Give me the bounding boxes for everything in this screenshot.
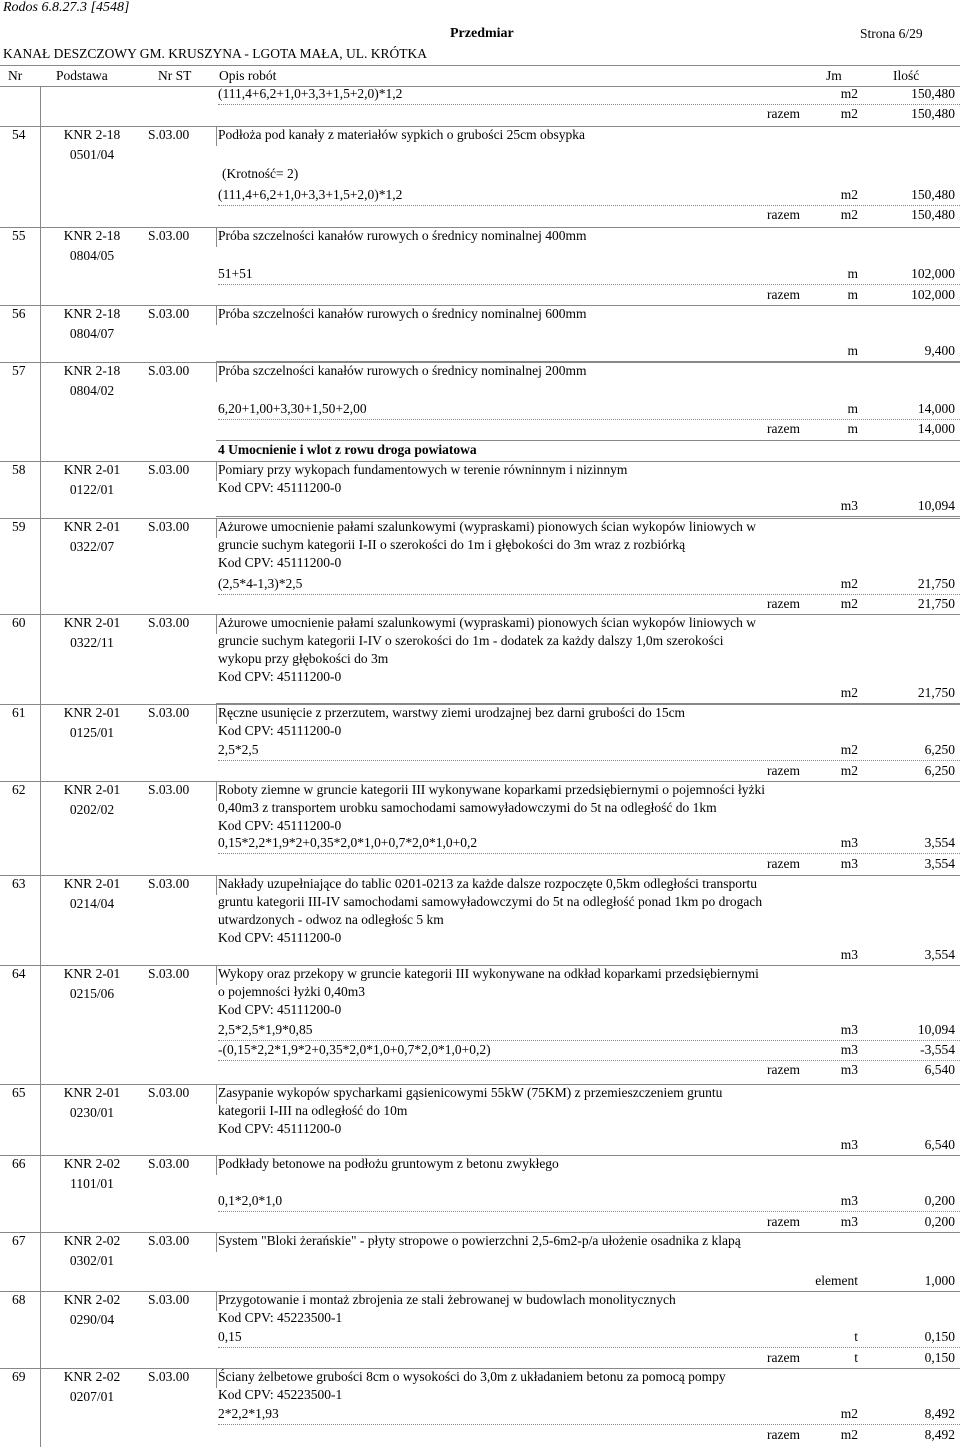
item-separator <box>0 1084 960 1085</box>
item-basis: KNR 2-18 <box>63 228 121 243</box>
total-unit: element <box>815 1273 858 1288</box>
column-divider <box>40 86 41 1447</box>
item-separator <box>0 1368 960 1369</box>
item-number: 61 <box>12 705 26 720</box>
item-basis: KNR 2-01 <box>63 966 121 981</box>
item-separator <box>0 1155 960 1156</box>
item-box-divider <box>216 965 217 985</box>
item-description: Ażurowe umocnienie pałami szalunkowymi (wypraskami) pionowych ścian wykopów liniowych w <box>218 519 757 534</box>
item-basis: 0322/07 <box>69 539 115 554</box>
item-number: 55 <box>12 228 26 243</box>
sum-label: razem <box>767 207 800 222</box>
item-basis: KNR 2-02 <box>63 1369 121 1384</box>
item-number: 69 <box>12 1369 26 1384</box>
item-description: Ręczne usunięcie z przerzutem, warstwy ziemi urodzajnej bez darni grubości do 15cm <box>218 705 686 720</box>
item-st-code: S.03.00 <box>148 363 190 378</box>
sum-value: 14,000 <box>917 421 955 436</box>
item-st-code: S.03.00 <box>148 306 190 321</box>
item-box-divider <box>216 614 217 634</box>
item-box-divider <box>216 704 217 724</box>
item-description: kategorii I-III na odległość do 10m <box>218 1103 408 1118</box>
item-basis: KNR 2-01 <box>63 705 121 720</box>
item-box-divider <box>216 305 217 325</box>
calc-unit: m2 <box>840 1406 858 1421</box>
item-st-code: S.03.00 <box>148 876 190 891</box>
calc-value: 8,492 <box>924 1406 955 1421</box>
calc-expression: (111,4+6,2+1,0+3,3+1,5+2,0)*1,2 <box>218 187 403 202</box>
item-description: Przygotowanie i montaż zbrojenia ze stali żebrowanej w budowlach monolitycznych <box>218 1292 676 1307</box>
item-basis: KNR 2-01 <box>63 1085 121 1100</box>
sum-value: 150,480 <box>911 207 955 222</box>
calc-expression: -(0,15*2,2*1,9*2+0,35*2,0*1,0+0,7*2,0*1,0+0,2) <box>218 1042 491 1057</box>
calc-value: 0,200 <box>924 1193 955 1208</box>
item-number: 62 <box>12 782 26 797</box>
item-separator <box>0 227 960 228</box>
calc-leader <box>218 104 960 105</box>
item-description: Pomiary przy wykopach fundamentowych w terenie równinnym i nizinnym <box>218 462 628 477</box>
item-basis: 1101/01 <box>70 1176 114 1191</box>
item-st-code: S.03.00 <box>148 1085 190 1100</box>
item-basis: KNR 2-18 <box>63 127 121 142</box>
item-box-divider <box>216 518 217 538</box>
calc-unit: m <box>847 401 858 416</box>
calc-expression: 51+51 <box>218 266 253 281</box>
calc-unit: m3 <box>840 1193 858 1208</box>
calc-unit: m3 <box>840 835 858 850</box>
item-description: gruntu kategorii III-IV samochodami samowyładowczymi do 5t na odległość ponad 1km po drogach <box>218 894 763 909</box>
sum-label: razem <box>767 763 800 778</box>
calc-value: 0,150 <box>924 1329 955 1344</box>
item-st-code: S.03.00 <box>148 782 190 797</box>
sum-label: razem <box>767 856 800 871</box>
item-basis: 0122/01 <box>69 482 115 497</box>
item-description: wykopu przy głębokości do 3m <box>218 651 389 666</box>
item-separator <box>0 704 960 705</box>
item-basis: 0302/01 <box>69 1253 115 1268</box>
item-basis: 0804/05 <box>69 248 115 263</box>
total-unit: m <box>847 343 858 358</box>
calc-leader <box>218 205 960 206</box>
item-box-divider <box>216 362 217 382</box>
item-basis: 0804/02 <box>69 383 115 398</box>
sum-unit: m3 <box>840 1062 858 1077</box>
item-description: 0,40m3 z transportem urobku samochodami samowyładowczymi do 5t na odległość do 1km <box>218 800 717 815</box>
item-description: Kod CPV: 45111200-0 <box>218 480 342 495</box>
calc-value: 102,000 <box>911 266 955 281</box>
calc-unit: m3 <box>840 1042 858 1057</box>
item-description: Kod CPV: 45111200-0 <box>218 930 342 945</box>
calc-value: 14,000 <box>917 401 955 416</box>
item-basis: KNR 2-18 <box>63 363 121 378</box>
item-description: Roboty ziemne w gruncie kategorii III wykonywane koparkami przedsiębiernymi o pojemności łyżki <box>218 782 765 797</box>
calc-unit: m2 <box>840 86 858 101</box>
sum-value: 102,000 <box>911 287 955 302</box>
item-st-code: S.03.00 <box>148 1156 190 1171</box>
item-description: System "Bloki żerańskie" - płyty stropowe o powierzchni 2,5-6m2-p/a ułożenie osadnika z klapą <box>218 1233 741 1248</box>
total-unit: m3 <box>840 1137 858 1152</box>
item-description: Kod CPV: 45111200-0 <box>218 818 342 833</box>
item-basis: 0804/07 <box>69 326 115 341</box>
sum-unit: m3 <box>840 856 858 871</box>
page-number: Strona 6/29 <box>860 26 923 41</box>
sum-value: 6,540 <box>924 1062 955 1077</box>
item-description: Kod CPV: 45111200-0 <box>218 555 342 570</box>
calc-leader <box>218 1347 960 1348</box>
calc-expression: 0,15*2,2*1,9*2+0,35*2,0*1,0+0,7*2,0*1,0+0,2 <box>218 835 478 850</box>
calc-leader <box>218 284 960 285</box>
calc-leader <box>218 853 960 854</box>
sum-unit: m <box>847 287 858 302</box>
document-title: Przedmiar <box>450 26 514 41</box>
item-basis: 0207/01 <box>69 1389 115 1404</box>
item-description: Kod CPV: 45223500-1 <box>218 1387 343 1402</box>
calc-leader <box>218 419 960 420</box>
item-separator <box>0 461 960 462</box>
item-description: Kod CPV: 45111200-0 <box>218 723 342 738</box>
item-basis: KNR 2-18 <box>63 306 121 321</box>
item-number: 68 <box>12 1292 26 1307</box>
sum-label: razem <box>767 1214 800 1229</box>
sum-unit: m2 <box>840 763 858 778</box>
calc-value: 10,094 <box>917 1022 955 1037</box>
calc-expression: 2*2,2*1,93 <box>218 1406 279 1421</box>
multiplier-note: (Krotność= 2) <box>222 166 299 181</box>
sum-label: razem <box>767 596 800 611</box>
header-rule <box>0 65 960 66</box>
item-separator <box>0 875 960 876</box>
item-st-code: S.03.00 <box>148 519 190 534</box>
app-version: Rodos 6.8.27.3 [4548] <box>3 0 130 15</box>
calc-value: 6,250 <box>924 742 955 757</box>
sum-label: razem <box>767 287 800 302</box>
calc-value: 150,480 <box>911 187 955 202</box>
sum-value: 0,150 <box>924 1350 955 1365</box>
sum-label: razem <box>767 421 800 436</box>
section-rule <box>216 440 960 441</box>
total-value: 10,094 <box>917 498 955 513</box>
sum-value: 6,250 <box>924 763 955 778</box>
item-st-code: S.03.00 <box>148 615 190 630</box>
item-basis: 0214/04 <box>69 896 115 911</box>
sum-label: razem <box>767 1427 800 1442</box>
sum-value: 8,492 <box>924 1427 955 1442</box>
item-description: gruncie suchym kategorii I-II o szerokości do 1m i głębokości do 3m wraz z rozbiórką <box>218 537 686 552</box>
item-description: utwardzonych - odwoz na odległośc 5 km <box>218 912 444 927</box>
calc-value: 150,480 <box>911 86 955 101</box>
calc-unit: t <box>854 1329 858 1344</box>
total-unit: m2 <box>840 685 858 700</box>
total-value: 21,750 <box>917 685 955 700</box>
item-description: Kod CPV: 45111200-0 <box>218 669 342 684</box>
item-box-divider <box>216 1155 217 1175</box>
item-separator <box>0 1232 960 1233</box>
total-value: 9,400 <box>924 343 955 358</box>
item-box-divider <box>216 781 217 801</box>
sum-unit: m2 <box>840 106 858 121</box>
col-nrst: Nr ST <box>158 68 192 83</box>
sum-unit: m2 <box>840 1427 858 1442</box>
item-number: 67 <box>12 1233 26 1248</box>
total-value: 1,000 <box>924 1273 955 1288</box>
calc-leader <box>218 594 960 595</box>
item-st-code: S.03.00 <box>148 127 190 142</box>
calc-leader <box>218 1040 960 1041</box>
item-description: Zasypanie wykopów spycharkami gąsienicowymi 55kW (75KM) z przemieszczeniem gruntu <box>218 1085 723 1100</box>
item-basis: KNR 2-02 <box>63 1292 121 1307</box>
item-st-code: S.03.00 <box>148 1369 190 1384</box>
item-basis: 0322/11 <box>70 635 114 650</box>
item-description: o pojemności łyżki 0,40m3 <box>218 984 365 999</box>
item-description: Ażurowe umocnienie pałami szalunkowymi (wypraskami) pionowych ścian wykopów liniowych w <box>218 615 757 630</box>
item-number: 63 <box>12 876 26 891</box>
item-description: Próba szczelności kanałów rurowych o średnicy nominalnej 200mm <box>218 363 587 378</box>
sum-value: 0,200 <box>924 1214 955 1229</box>
item-box-divider <box>216 227 217 247</box>
sum-unit: t <box>854 1350 858 1365</box>
item-st-code: S.03.00 <box>148 1233 190 1248</box>
calc-unit: m2 <box>840 576 858 591</box>
sum-label: razem <box>767 106 800 121</box>
sum-label: razem <box>767 1062 800 1077</box>
item-box-divider <box>216 1291 217 1311</box>
sum-unit: m3 <box>840 1214 858 1229</box>
item-description: Kod CPV: 45223500-1 <box>218 1310 343 1325</box>
item-basis: KNR 2-01 <box>63 519 121 534</box>
col-opis: Opis robót <box>219 68 277 83</box>
item-st-code: S.03.00 <box>148 705 190 720</box>
calc-unit: m2 <box>840 742 858 757</box>
item-separator <box>0 362 960 363</box>
calc-expression: (111,4+6,2+1,0+3,3+1,5+2,0)*1,2 <box>218 86 403 101</box>
item-number: 56 <box>12 306 26 321</box>
col-podstawa: Podstawa <box>56 68 108 83</box>
calc-unit: m <box>847 266 858 281</box>
project-name: KANAŁ DESZCZOWY GM. KRUSZYNA - LGOTA MAŁA, UL. KRÓTKA <box>3 46 428 61</box>
calc-leader <box>218 760 960 761</box>
item-basis: 0230/01 <box>69 1105 115 1120</box>
total-unit: m3 <box>840 947 858 962</box>
item-basis: 0202/02 <box>69 802 115 817</box>
calc-leader <box>218 1424 960 1425</box>
item-separator <box>0 781 960 782</box>
item-basis: KNR 2-01 <box>63 462 121 477</box>
item-basis: KNR 2-02 <box>63 1156 121 1171</box>
sum-value: 21,750 <box>917 596 955 611</box>
item-description: gruncie suchym kategorii I-IV o szerokości do 1m - dodatek za każdy dalszy 1,0m szerokości <box>218 633 724 648</box>
item-box-divider <box>216 1084 217 1104</box>
calc-value: 3,554 <box>924 835 955 850</box>
item-basis: 0215/06 <box>69 986 115 1001</box>
item-separator <box>0 126 960 127</box>
item-separator <box>0 305 960 306</box>
calc-expression: 0,1*2,0*1,0 <box>218 1193 283 1208</box>
item-number: 57 <box>12 363 26 378</box>
item-st-code: S.03.00 <box>148 228 190 243</box>
total-unit: m3 <box>840 498 858 513</box>
total-value: 3,554 <box>924 947 955 962</box>
calc-unit: m2 <box>840 187 858 202</box>
item-separator <box>0 965 960 966</box>
item-separator <box>0 1291 960 1292</box>
item-st-code: S.03.00 <box>148 1292 190 1307</box>
item-description: Ściany żelbetowe grubości 8cm o wysokości do 3,0m z układaniem betonu za pomocą pompy <box>218 1369 726 1384</box>
sum-unit: m2 <box>840 596 858 611</box>
item-number: 54 <box>12 127 26 142</box>
item-box-divider <box>216 1232 217 1252</box>
calc-unit: m3 <box>840 1022 858 1037</box>
item-st-code: S.03.00 <box>148 462 190 477</box>
col-nr: Nr <box>8 68 23 83</box>
calc-leader <box>218 1060 960 1061</box>
section-heading: 4 Umocnienie i wlot z rowu droga powiatowa <box>218 442 477 457</box>
item-number: 64 <box>12 966 26 981</box>
calc-expression: 2,5*2,5 <box>218 742 259 757</box>
item-basis: 0501/04 <box>69 147 115 162</box>
item-box-divider <box>216 1368 217 1388</box>
item-number: 65 <box>12 1085 26 1100</box>
item-basis: KNR 2-02 <box>63 1233 121 1248</box>
calc-value: 21,750 <box>917 576 955 591</box>
col-jm: Jm <box>826 68 842 83</box>
item-separator <box>0 614 960 615</box>
calc-expression: 0,15 <box>218 1329 242 1344</box>
item-basis: 0290/04 <box>69 1312 115 1327</box>
calc-expression: 6,20+1,00+3,30+1,50+2,00 <box>218 401 367 416</box>
item-basis: KNR 2-01 <box>63 876 121 891</box>
item-description: Podkłady betonowe na podłożu gruntowym z betonu zwykłego <box>218 1156 559 1171</box>
calc-value: -3,554 <box>920 1042 955 1057</box>
col-ilosc: Ilość <box>893 68 920 83</box>
item-number: 60 <box>12 615 26 630</box>
item-number: 66 <box>12 1156 26 1171</box>
sum-label: razem <box>767 1350 800 1365</box>
item-description: Podłoża pod kanały z materiałów sypkich o grubości 25cm obsypka <box>218 127 586 142</box>
calc-leader <box>218 1211 960 1212</box>
item-box-divider <box>216 875 217 895</box>
calc-expression: 2,5*2,5*1,9*0,85 <box>218 1022 313 1037</box>
item-description: Kod CPV: 45111200-0 <box>218 1121 342 1136</box>
sum-value: 3,554 <box>924 856 955 871</box>
total-rule <box>216 516 960 517</box>
item-box-divider <box>216 126 217 146</box>
sum-unit: m <box>847 421 858 436</box>
item-description: Wykopy oraz przekopy w gruncie kategorii III wykonywane na odkład koparkami przedsiębiernymi <box>218 966 759 981</box>
total-value: 6,540 <box>924 1137 955 1152</box>
item-number: 58 <box>12 462 26 477</box>
item-basis: KNR 2-01 <box>63 782 121 797</box>
item-basis: KNR 2-01 <box>63 615 121 630</box>
sum-unit: m2 <box>840 207 858 222</box>
item-separator <box>0 518 960 519</box>
item-basis: 0125/01 <box>69 725 115 740</box>
item-description: Próba szczelności kanałów rurowych o średnicy nominalnej 400mm <box>218 228 587 243</box>
item-st-code: S.03.00 <box>148 966 190 981</box>
item-box-divider <box>216 461 217 481</box>
sum-value: 150,480 <box>911 106 955 121</box>
calc-expression: (2,5*4-1,3)*2,5 <box>218 576 303 591</box>
item-description: Próba szczelności kanałów rurowych o średnicy nominalnej 600mm <box>218 306 587 321</box>
item-number: 59 <box>12 519 26 534</box>
item-description: Kod CPV: 45111200-0 <box>218 1002 342 1017</box>
item-description: Nakłady uzupełniające do tablic 0201-0213 za każde dalsze rozpoczęte 0,5km odległości transportu <box>218 876 758 891</box>
